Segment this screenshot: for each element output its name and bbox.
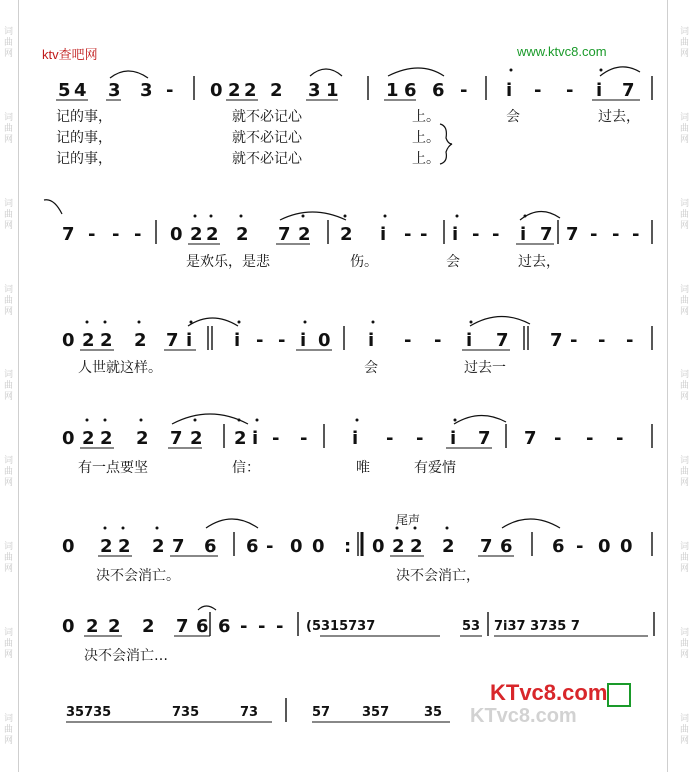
score-line-3 [62,316,652,376]
left-edge-watermark: 词曲网 词曲网 词曲网 词曲网 词曲网 词曲网 词曲网 词曲网 词曲网 [2,26,12,746]
note: 6 [218,616,231,637]
note: - [166,80,174,101]
note-group: 53 [462,619,481,634]
note: - [416,428,424,449]
note: i [466,330,473,351]
note: i [380,224,387,245]
note: i [368,330,375,351]
note: 5 [58,80,71,101]
note: 2 [108,616,121,637]
site-watermark-left: ktv查吧网 [42,47,98,62]
lyric: 会 [364,360,378,376]
lyric: 记的事， [56,109,112,125]
lyric: 人世就这样。 [78,360,162,376]
note: 0 [598,536,611,557]
note: i [520,224,527,245]
note: i [506,80,513,101]
note: - [112,224,120,245]
note: - [278,330,286,351]
lyric: 有爱情 [414,460,456,476]
note: i [596,80,603,101]
note: 0 [620,536,633,557]
note: 2 [190,224,203,245]
note: : [344,536,352,557]
note: 3 [140,80,153,101]
note: 2 [410,536,423,557]
lyric: 决不会消亡。 [96,568,180,584]
lyric: 会 [446,254,460,270]
note: - [472,224,480,245]
note: - [134,224,142,245]
note-group: 35 [424,705,443,720]
note-group: 357 [362,705,390,720]
right-edge-watermark: 词曲网 词曲网 词曲网 词曲网 词曲网 词曲网 词曲网 词曲网 词曲网 [678,26,688,746]
note: 6 [196,616,209,637]
note: 2 [118,536,131,557]
note: 0 [62,616,75,637]
note: - [266,536,274,557]
score-line-4 [62,414,652,476]
note: 6 [432,80,445,101]
note: 7 [480,536,493,557]
note: 6 [404,80,417,101]
score-line-1 [56,67,652,167]
note: i [452,224,459,245]
note: 2 [270,80,283,101]
note: 2 [152,536,165,557]
note: - [258,616,266,637]
note: 6 [552,536,565,557]
lyric: 记的事， [56,130,112,146]
note: 3 [308,80,321,101]
note: 7 [540,224,553,245]
lyric: 就不必记心 [232,151,302,167]
note: - [434,330,442,351]
note: - [554,428,562,449]
lyric: 伤。 [350,254,378,270]
note-group: (5315737 [306,619,376,634]
note: 2 [136,428,149,449]
lyric: 信： [232,460,260,476]
section-label: 尾声 [396,513,421,527]
note: 2 [392,536,405,557]
site-watermark-right: www.ktvc8.com [517,44,607,59]
lyric: 上。 [412,130,440,146]
lyric: 就不必记心 [232,109,302,125]
note: 3 [108,80,121,101]
note: - [612,224,620,245]
score-line-5 [62,512,652,584]
lyric: 有一点要坚 [78,460,148,476]
note: 0 [170,224,183,245]
note: 2 [86,616,99,637]
note: 2 [142,616,155,637]
note: - [240,616,248,637]
note: 2 [100,536,113,557]
note: 2 [236,224,249,245]
note: - [616,428,624,449]
note: 7 [170,428,183,449]
lyric: 决不会消亡， [396,568,480,584]
svg-text:KTvc8.com: KTvc8.com [470,705,577,727]
note: 2 [298,224,311,245]
note: 0 [210,80,223,101]
note: 2 [206,224,219,245]
note: i [252,428,259,449]
note-group: 57 [312,705,331,720]
note: - [590,224,598,245]
note: i [300,330,307,351]
note: - [272,428,280,449]
note: 0 [62,330,75,351]
note: i [186,330,193,351]
note: - [492,224,500,245]
lyric: 记的事， [56,151,112,167]
note: 7 [166,330,179,351]
note: 2 [190,428,203,449]
note: 0 [318,330,331,351]
note: 0 [290,536,303,557]
note: - [566,80,574,101]
lyric: 上。 [412,151,440,167]
note: 2 [82,330,95,351]
lyric: 过去， [598,109,640,125]
note: 4 [74,80,87,101]
note: - [598,330,606,351]
note: 6 [500,536,513,557]
note: 7 [524,428,537,449]
note: 7 [550,330,563,351]
svg-text:KTvc8.com: KTvc8.com [490,680,608,705]
lyric: 是欢乐，是悲 [186,254,270,270]
note: 1 [386,80,399,101]
note: 7 [278,224,291,245]
note: 2 [100,428,113,449]
lyric: 上。 [412,109,440,125]
note: 2 [234,428,247,449]
note: - [404,224,412,245]
note: 0 [62,536,75,557]
note: - [576,536,584,557]
score-line-7 [66,698,450,722]
note: 7 [496,330,509,351]
note: - [534,80,542,101]
note: 7 [172,536,185,557]
lyric: 决不会消亡… [84,648,168,664]
note-group: 735 [172,705,200,720]
lyric: 就不必记心 [232,130,302,146]
note: - [404,330,412,351]
note-group: 35735 [66,705,112,720]
note: 2 [244,80,257,101]
note: - [256,330,264,351]
note: - [460,80,468,101]
note: - [300,428,308,449]
note: i [450,428,457,449]
score-line-2 [44,200,652,270]
site-logo-watermark [470,680,630,727]
note: - [626,330,634,351]
lyric: 会 [506,109,520,125]
note: - [88,224,96,245]
note: 0 [372,536,385,557]
note: 6 [246,536,259,557]
note: 2 [82,428,95,449]
note: 0 [312,536,325,557]
note: - [420,224,428,245]
note: 2 [100,330,113,351]
lyric: 唯 [356,460,370,476]
note: - [570,330,578,351]
note: 2 [442,536,455,557]
note-group: 7i37 3735 7 [494,619,580,634]
note: 6 [204,536,217,557]
note: 1 [326,80,339,101]
lyric: 过去一 [464,360,506,376]
score-line-6 [62,606,654,664]
note: 7 [566,224,579,245]
note: 2 [340,224,353,245]
note: - [632,224,640,245]
note: 7 [622,80,635,101]
note: i [352,428,359,449]
note: - [586,428,594,449]
note-group: 73 [240,705,259,720]
note: 7 [176,616,189,637]
note: - [386,428,394,449]
note: 7 [478,428,491,449]
lyric: 过去， [518,254,560,270]
note: 7 [62,224,75,245]
note: - [276,616,284,637]
note: 2 [228,80,241,101]
note: i [234,330,241,351]
note: 2 [134,330,147,351]
note: 0 [62,428,75,449]
